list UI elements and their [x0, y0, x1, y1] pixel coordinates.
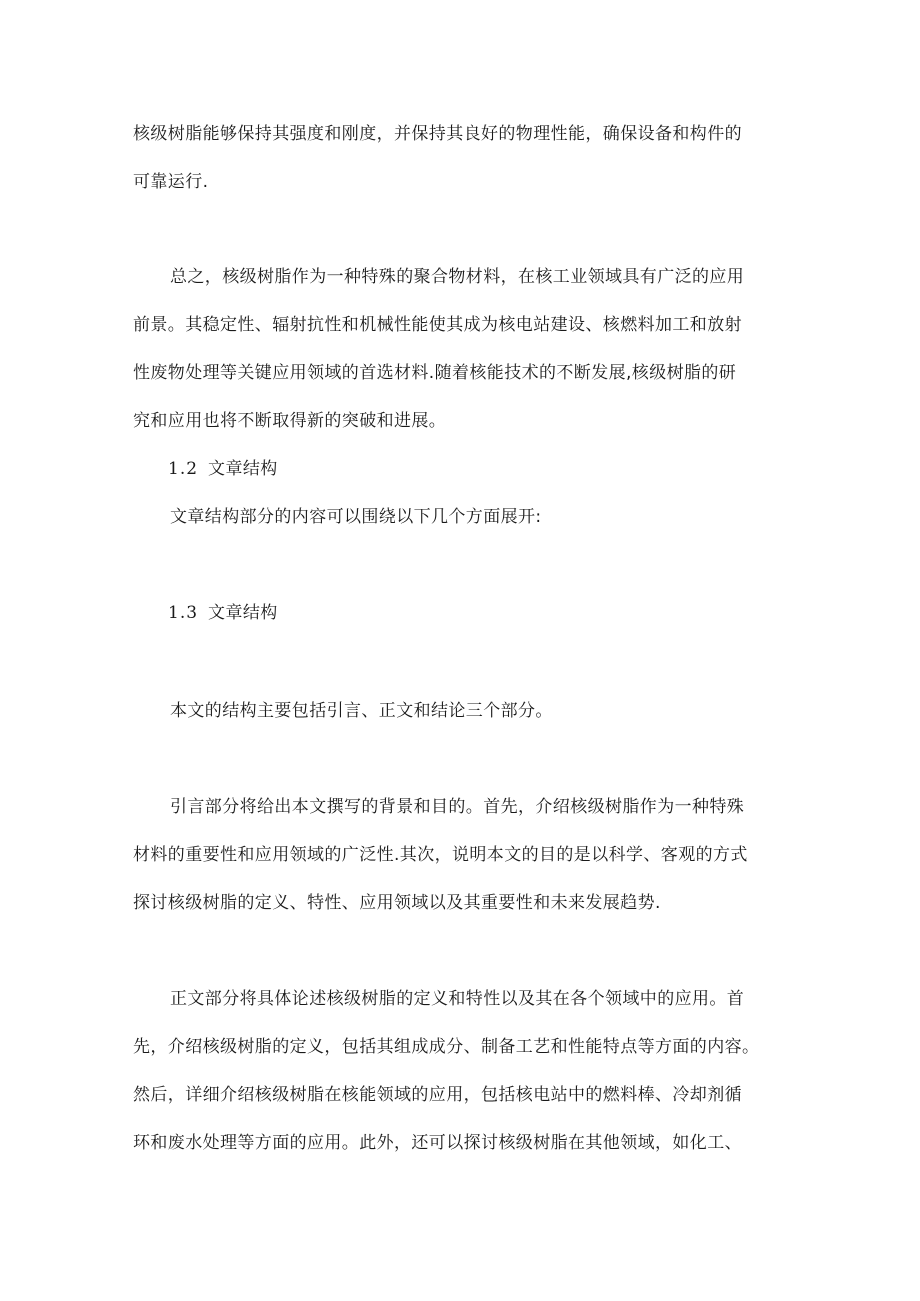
paragraph-5-line-1: 引言部分将给出本文撰写的背景和目的。首先，介绍核级树脂作为一种特殊	[170, 797, 745, 817]
paragraph-2-line-3: 性废物处理等关键应用领域的首选材料.随着核能技术的不断发展,核级树脂的研	[133, 363, 737, 383]
paragraph-3: 文章结构部分的内容可以围绕以下几个方面展开:	[170, 507, 542, 527]
section-heading-1-3	[168, 603, 278, 623]
paragraph-6-line-1: 正文部分将具体论述核级树脂的定义和特性以及其在各个领域中的应用。首	[170, 989, 745, 1009]
paragraph-6-line-4: 环和废水处理等方面的应用。此外，还可以探讨核级树脂在其他领域，如化工、	[133, 1133, 742, 1153]
section-title: 文章结构	[208, 459, 278, 479]
paragraph-1-line-2: 可靠运行.	[133, 172, 209, 192]
paragraph-6-line-3: 然后，详细介绍核级树脂在核能领域的应用，包括核电站中的燃料棒、冷却剂循	[133, 1085, 742, 1105]
paragraph-2-line-2: 前景。其稳定性、辐射抗性和机械性能使其成为核电站建设、核燃料加工和放射	[133, 315, 742, 335]
paragraph-5-line-2: 材料的重要性和应用领域的广泛性.其次，说明本文的目的是以科学、客观的方式	[133, 845, 748, 865]
paragraph-2-line-1: 总之，核级树脂作为一种特殊的聚合物材料，在核工业领域具有广泛的应用	[170, 267, 745, 287]
section-heading-1-2	[168, 459, 278, 479]
paragraph-4: 本文的结构主要包括引言、正文和结论三个部分。	[170, 701, 553, 721]
paragraph-2-line-4: 究和应用也将不断取得新的突破和进展。	[133, 411, 447, 431]
section-title: 文章结构	[208, 603, 278, 623]
paragraph-5-line-3: 探讨核级树脂的定义、特性、应用领域以及其重要性和未来发展趋势.	[133, 893, 661, 913]
section-number: 1.2	[168, 459, 199, 479]
paragraph-6-line-2: 先，介绍核级树脂的定义，包括其组成成分、制备工艺和性能特点等方面的内容。	[133, 1037, 760, 1057]
paragraph-1-line-1: 核级树脂能够保持其强度和刚度，并保持其良好的物理性能，确保设备和构件的	[133, 124, 742, 144]
section-number: 1.3	[168, 603, 199, 623]
